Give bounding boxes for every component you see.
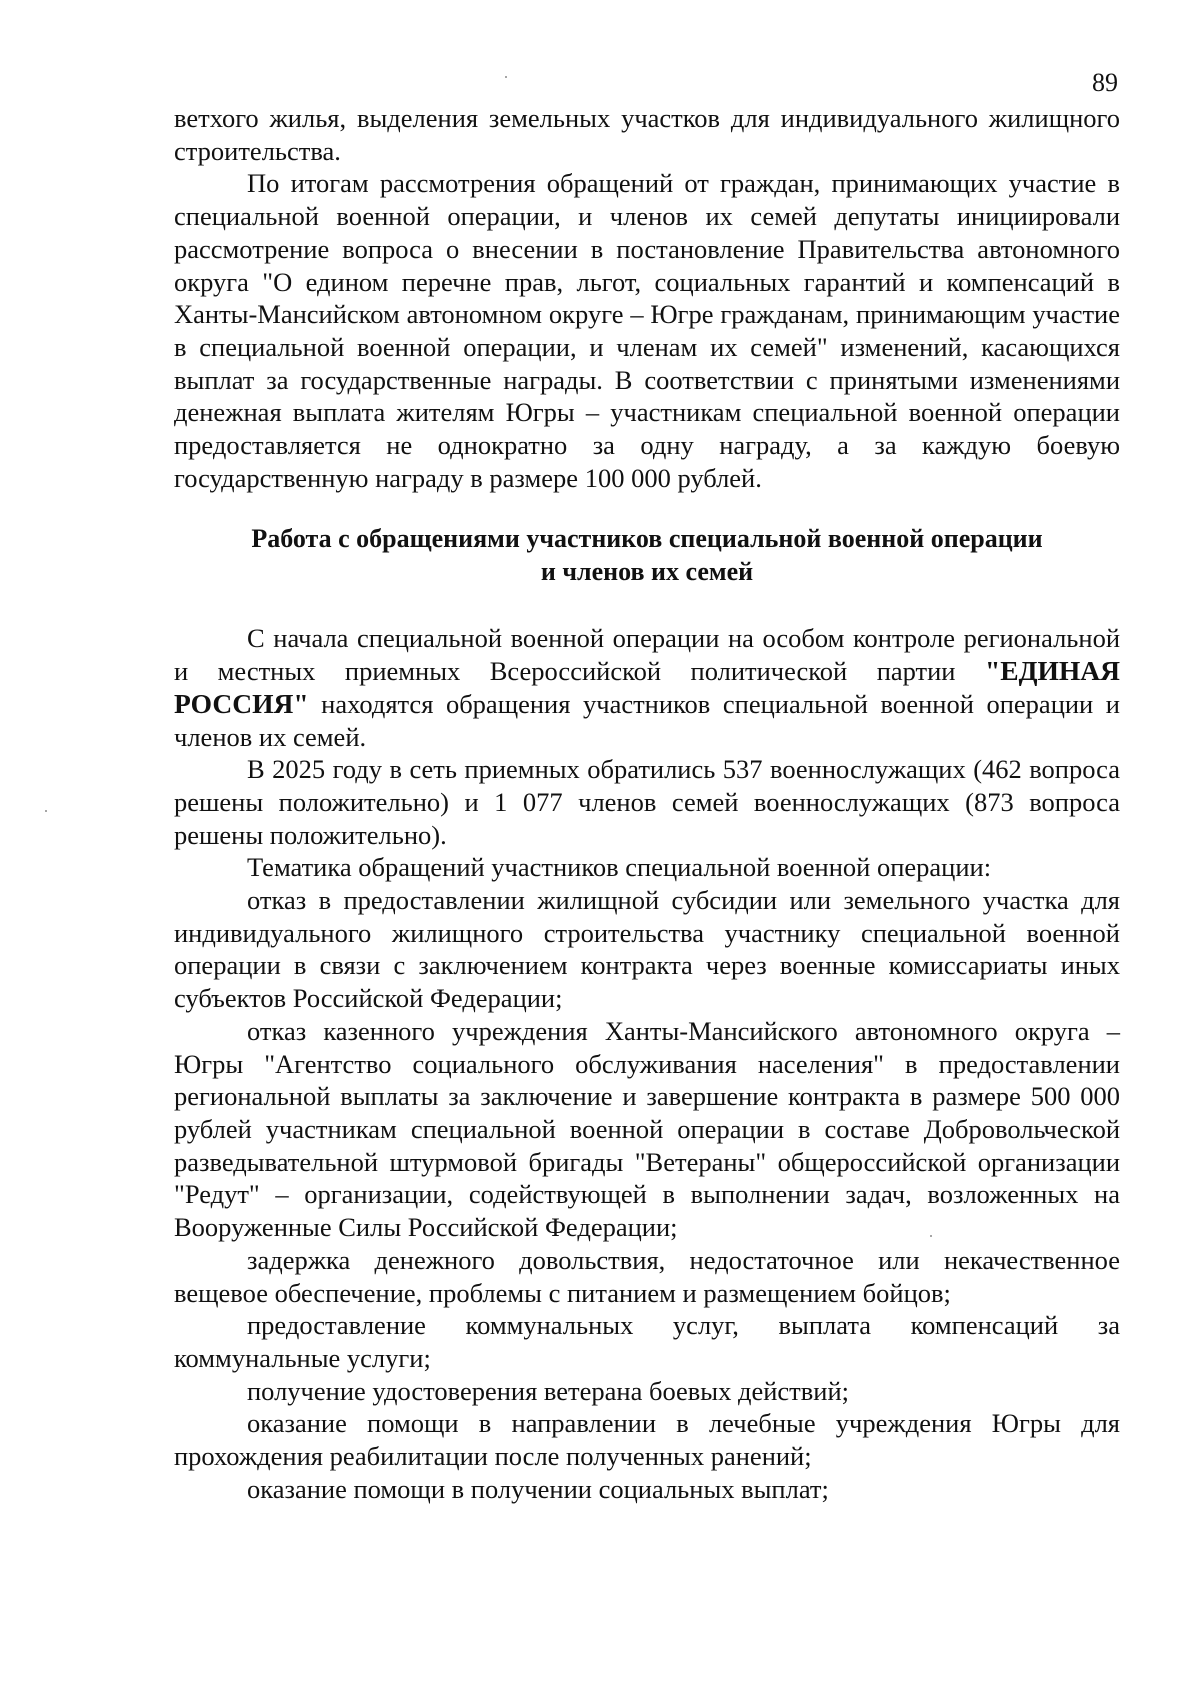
topic-item: оказание помощи в получении социальных выплат; [247,1473,829,1504]
scan-speck [45,810,47,812]
intro-text-after: находятся обращения участников специальной военной операции и членов их семей. [174,688,1120,752]
intro-text-before: С начала специальной военной операции на особом контроле региональной и местных приемных Всероссийской политической партии [174,623,1120,687]
topic-item: оказание помощи в направлении в лечебные учреждения Югры для прохождения реабилитации после полученных ранений; [174,1408,1120,1472]
page-number: 89 [1092,68,1118,97]
topic-item: предоставление коммунальных услуг, выплата компенсаций за коммунальные услуги; [174,1310,1120,1373]
topic-item: отказ в предоставлении жилищной субсидии или земельного участка для индивидуального жилищного строительства участнику специальной военной операции в связи с заключением контракта через военные комиссариаты иных субъектов Российской Федерации; [174,885,1120,1014]
topic-item: получение удостоверения ветерана боевых действий; [247,1375,849,1406]
scan-speck [930,1235,932,1237]
section-heading [174,522,1120,588]
scan-speck [505,76,507,78]
topic-item: отказ казенного учреждения Ханты-Мансийского автономного округа – Югры "Агентство социального обслуживания населения" в предоставлении региональной выплаты за заключение и завершение контракта в размере 500 000 рублей участникам специальной военной операции в составе Добровольческой разведывательной штурмовой бригады "Ветераны" общероссийской организации "Редут" – организации, содействующей в выполнении задач, возложенных на Вооруженные Силы Российской Федерации; [174,1015,1120,1243]
body-text [174,102,1120,1505]
paragraph-statistics: В 2025 году в сеть приемных обратились 537 военнослужащих (462 вопроса решены положительно) и 1 077 членов семей военнослужащих (873 вопроса решены положительно). [174,754,1120,850]
section-heading-line-2: и членов их семей [540,557,754,587]
topics-title: Тематика обращений участников специальной военной операции: [247,852,992,883]
paragraph-intro [174,622,1120,753]
section-heading-line-1: Работа с обращениями участников специальной военной операции [251,524,1043,554]
topic-item: задержка денежного довольствия, недостаточное или некачественное вещевое обеспечение, проблемы с питанием и размещением бойцов; [174,1244,1120,1308]
paragraph-legislation: По итогам рассмотрения обращений от граждан, принимающих участие в специальной военной операции, и членов их семей депутаты инициировали рассмотрение вопроса о внесении в постановление Правительства автономного округа "О едином перечне прав, льгот, социальных гарантий и компенсаций в Ханты-Мансийском автономном округе – Югре гражданам, принимающим участие в специальной военной операции, и членам их семей" изменений, касающихся выплат за государственные награды. В соответствии с принятыми изменениями денежная выплата жителям Югры – участникам специальной военной операции предоставляется не однократно за одну награду, а за каждую боевую государственную награду в размере 100 000 рублей. [174,168,1120,493]
paragraph-continuation: ветхого жилья, выделения земельных участков для индивидуального жилищного строительства. [174,103,1120,166]
party-name: "ЕДИНАЯ РОССИЯ" [174,655,1120,719]
